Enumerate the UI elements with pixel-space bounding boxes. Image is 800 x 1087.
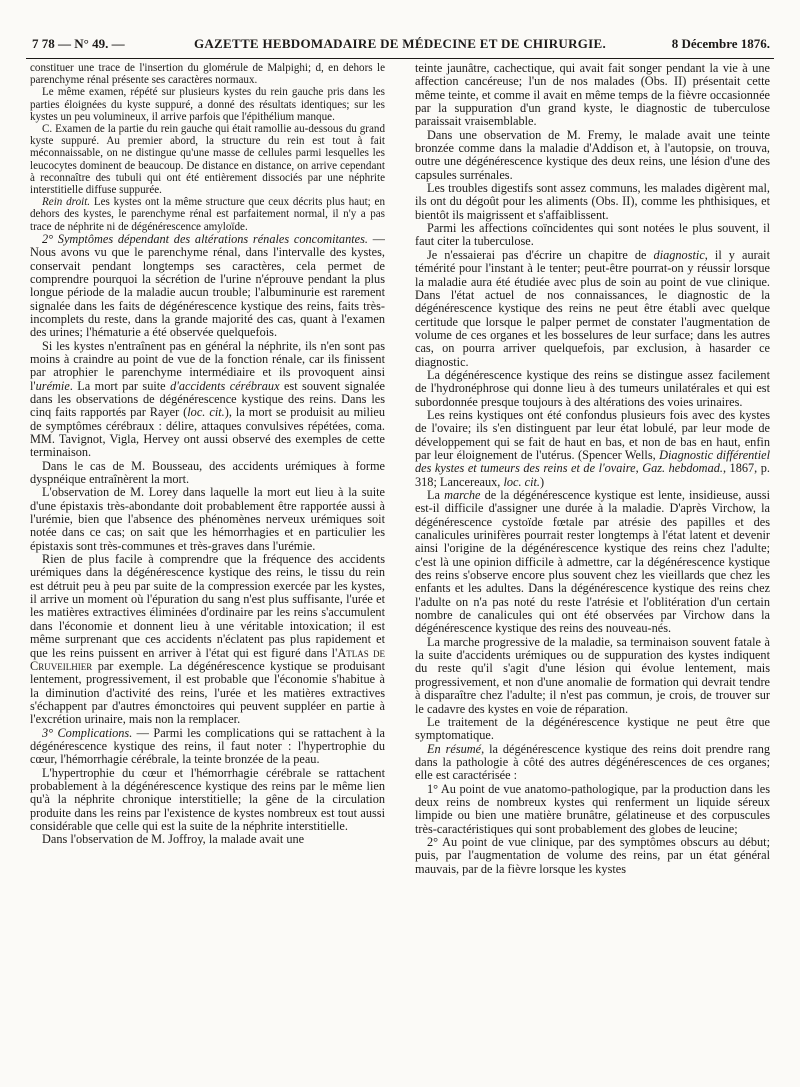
paragraph: La dégénérescence kystique des reins se distingue assez facilement de l'hydronéphrose qui donne lieu à des tumeurs unilatérales et qui est subordonnée presque toujours à des altérations des voies urinaires. bbox=[415, 367, 770, 409]
cited-work: Atlas de Cruveilhier bbox=[30, 645, 385, 673]
section-heading: 3° Complications. bbox=[42, 725, 133, 740]
paragraph: Dans le cas de M. Bousseau, des accidents urémiques à forme dyspnéique entraînèrent la mort. bbox=[30, 458, 385, 487]
emphasis: urémie bbox=[35, 378, 70, 393]
paragraph bbox=[415, 409, 770, 489]
paragraph-text: — Nous avons vu que le parenchyme rénal, dans l'intervalle des kystes, conservait pendant longtemps ses caractères, cela permet de comprendre pourquoi la sécrétion de l'urine n'éprouve pendant la plus longue période de la maladie aucun trouble; l'albuminurie est rarement signalée dans les faits de dégénérescence kystique des reins, faits très-incomplets du reste, dans la grande majorité des cas, quant à l'examen des urines; l'hématurie a été observée quelquefois. bbox=[30, 231, 385, 340]
left-column bbox=[30, 62, 385, 1074]
paragraph bbox=[30, 553, 385, 726]
emphasis: d'accidents cérébraux bbox=[170, 378, 280, 393]
emphasis: marche bbox=[444, 488, 481, 502]
paragraph: Dans l'observation de M. Joffroy, la malade avait une bbox=[42, 832, 305, 847]
paragraph-text: Je n'essaierai pas d'écrire un chapitre de bbox=[427, 247, 654, 262]
paragraph-text: Si les kystes n'entraînent pas en général la néphrite, ils n'en sont pas moins à craindre au point de vue de la fonction rénale, car ils finissent par atrophier le parenchyme intermédiaire et ils provoquent ainsi l' bbox=[30, 338, 385, 393]
paragraph bbox=[30, 196, 385, 233]
paragraph bbox=[30, 233, 385, 340]
cited-work: Diagnostic différentiel des kystes et tumeurs des reins et de l'ovaire, Gaz. hebdomad. bbox=[415, 447, 770, 476]
issue-date: 8 Décembre 1876. bbox=[671, 36, 770, 51]
paragraph: constituer une trace de l'insertion du glomérule de Malpighi; d, en dehors le parenchyme rénal présente ses caractères normaux. bbox=[30, 62, 385, 87]
paragraph-text: ), la mort se produisit au milieu de symptômes cérébraux : délire, attaques convulsives répétées, coma. MM. Tavignot, Vigla, Hervey ont aussi observé des exemples de cette terminaison. bbox=[30, 405, 385, 460]
paragraph: Dans une observation de M. Fremy, le malade avait une teinte bronzée comme dans la maladie d'Addison et, à l'autopsie, on trouva, outre une dégénérescence kystique des deux reins, une lésion d'une des capsules surrénales. bbox=[415, 127, 770, 182]
paragraph-text: . La mort par suite bbox=[69, 378, 171, 393]
paragraph: L'hypertrophie du cœur et l'hémorrhagie cérébrale se rattachent probablement à la dégénérescence kystique des reins par le même lien qu'à la néphrite chronique interstitielle; la gêne de la circulation produite dans les reins par l'existence de kystes nombreux est tout aussi considérable que celle qui est la suite de la néphrite interstitielle. bbox=[30, 765, 385, 833]
paragraph-text: , il y aurait témérité pour l'instant à le tenter; peut-être pourrat-on y réussir lorsque la maladie aura été étudiée avec plus de soin au point de vue clinique. Dans l'état actuel de nos connaissances, le diagnostic de la dégénérescence kystique des reins ne peut être établi avec quelque certitude que lorsque le palper permet de constater l'augmentation de volume de ces organes et les bosselures de leur surface; dans les autres cas, on pourra arriver quelquefois, par exclusion, à hasarder ce diagnostic. bbox=[415, 247, 770, 369]
paragraph-text: Rien de plus facile à comprendre que la fréquence des accidents urémiques dans la dégénérescence kystique des reins, le tissu du rein est détruit peu à peu par suite de la compression exercée par les kystes, il arrive un moment où l'épuration du sang n'est plus suffisante, l'urée et les matières extractives éliminées d'ordinaire par les reins s'accumulent dans l'économie et donnent lieu à une véritable intoxication; il est même surprenant que ces accidents n'éclatent pas plus rapidement et que les reins puissent en arriver à l'état qui est figuré dans l' bbox=[30, 552, 385, 660]
paragraph-text: Les reins kystiques ont été confondus plusieurs fois avec des kystes de l'ovaire; ils s'en distinguent par leur état lobulé, par leur mode de développement qui se fait de haut en bas, et non de bas en haut, enfin par leur éloignement de l'utérus. (Spencer Wells, bbox=[415, 407, 770, 462]
paragraph: 1° Au point de vue anatomo-pathologique, par la production dans les deux reins de nombreux kystes qui renferment un liquide séreux limpide ou bien une matière brunâtre, gélatineuse et des corpuscules très-caractéristiques qui sont probablement des globes de leucine; bbox=[415, 781, 770, 836]
section-lead: Rein droit. bbox=[42, 196, 91, 209]
paragraph bbox=[30, 727, 385, 767]
right-column bbox=[415, 62, 770, 1074]
paragraph bbox=[415, 249, 770, 369]
emphasis: En résumé bbox=[427, 741, 482, 756]
paragraph: Le même examen, répété sur plusieurs kystes du rein gauche pris dans les parties éloignées du kyste suppuré, a donné des résultats identiques; sur les kystes un peu volumineux, il arrive parfois que l'épithélium manque. bbox=[30, 86, 385, 123]
paragraph-text: — Parmi les complications qui se rattachent à la dégénérescence kystique des reins, il faut noter : l'hypertrophie du cœur, l'hémorrhagie cérébrale, la teinte bronzée de la peau. bbox=[30, 725, 385, 767]
paragraph-text: ) bbox=[539, 474, 545, 489]
paragraph bbox=[415, 489, 770, 636]
paragraph-text: , 1867, p. 318; Lancereaux, bbox=[415, 461, 770, 489]
paragraph-text: de la dégénérescence kystique est lente, insidieuse, aussi est-il difficile d'assigner une durée à la maladie. D'après Virchow, la dégénérescence cystoïde fœtale par atrésie des papilles et des canalicules urinifères pourrait rester longtemps à l'état latent et devenir ainsi l'origine de la dégénérescence kystique des reins chez l'adulte; c'est là une opinion difficile à admettre, car la dégénérescence kystique des reins s'observe encore plus souvent chez les vieillards que chez les enfants et les adultes. Dans la dégénérescence kystique des reins chez l'adulte on n'a pas noté du reste l'atrésie et l'oblitération d'un certain nombre de canalicules qui ont été observées par Virchow dans la dégénérescence kystique des reins des nouveau-nés. bbox=[415, 488, 770, 636]
paragraph: teinte jaunâtre, cachectique, qui avait fait songer pendant la vie à une affection cancéreuse; l'un de nos malades (Obs. II) présentait cette même teinte, et comme il avait en même temps de la fièvre occasionnée par la suppuration d'un grand kyste, le diagnostic de tuberculose paraissait vraisemblable. bbox=[415, 62, 770, 129]
emphasis: loc. cit. bbox=[503, 474, 540, 489]
page-number: 7 78 bbox=[32, 36, 55, 51]
paragraph: La marche progressive de la maladie, sa terminaison souvent fatale à la suite d'accidents urémiques ou de suppuration des kystes indiquent du reste qu'il s'agit d'une lésion qui évolue lentement, mais progressivement, et non d'une anomalie de formation qui devrait tendre à disparaître chez l'adulte; il n'est pas commun, je crois, de trouver sur le cadavre des kystes en voie de réparation. bbox=[415, 634, 770, 716]
issue-number: — N° 49. — bbox=[58, 36, 125, 51]
paragraph: Parmi les affections coïncidentes qui sont notées le plus souvent, il faut citer la tuberculose. bbox=[415, 221, 770, 249]
paragraph: L'observation de M. Lorey dans laquelle la mort eut lieu à la suite d'une épistaxis très-abondante doit probablement être rapportée aussi à l'urémie, bien que l'absence des phénomènes nerveux urémiques soit notée dans ce cas; on sait que les hémorrhagies et en particulier les épistaxis sont très-communes et très-graves dans l'urémie. bbox=[30, 485, 385, 553]
running-header bbox=[26, 34, 774, 59]
paragraph: C. Examen de la partie du rein gauche qui était ramollie au-dessous du grand kyste suppuré. Au premier abord, la structure du rein est tout à fait méconnaissable, on ne distingue qu'une masse de cellules parmi lesquelles les leucocytes dominent de beaucoup. De distance en distance, on arrive cependant à reconnaître des tubuli qui ont été entièrement dissociés par une néphrite interstitielle diffuse suppurée. bbox=[30, 123, 385, 197]
paragraph: 2° Au point de vue clinique, par des symptômes obscurs au début; puis, par l'augmentation de volume des reins, par un état général mauvais, par de la fièvre lorsque les kystes bbox=[415, 834, 770, 876]
paragraph-text: Les kystes ont la même structure que ceux décrits plus haut; en dehors des kystes, le parenchyme rénal est parfaitement normal, il n'y a pas trace de néphrite ni de dégénérescence amyloïde. bbox=[30, 196, 385, 233]
paragraph-text: est souvent signalée dans les observations de dégénérescence kystique des reins. Dans les cinq faits rapportés par Rayer ( bbox=[30, 378, 385, 420]
journal-title: GAZETTE HEBDOMADAIRE DE MÉDECINE ET DE CHIRURGIE. bbox=[193, 36, 607, 51]
paragraph bbox=[415, 743, 770, 783]
paragraph-text: La bbox=[427, 488, 445, 502]
paragraph: Les troubles digestifs sont assez communs, les malades digèrent mal, ils ont du dégoût pour les aliments (Obs. II), comme les phthisiques, et bientôt ils maigrissent et s'affaiblissent. bbox=[415, 181, 770, 222]
emphasis: diagnostic bbox=[653, 247, 705, 262]
paragraph-text: par exemple. La dégénérescence kystique se produisant lentement, progressivement, il est probable que l'économie s'habitue à la diminution d'activité des reins, l'urée et les matières extractives s'échappent par d'autres émonctoires qui peuvent suppléer en partie à l'excrétion urinaire, mais non la remplacer. bbox=[30, 658, 385, 727]
section-heading: 2° Symptômes dépendant des altérations rénales concomitantes. bbox=[42, 231, 368, 246]
paragraph: Le traitement de la dégénérescence kystique ne peut être que symptomatique. bbox=[415, 714, 770, 743]
paragraph-text: , la dégénérescence kystique des reins doit prendre rang dans la pathologie à côté des autres dégénérescences de ces organes; elle est caractérisée : bbox=[415, 741, 770, 783]
paragraph bbox=[30, 340, 385, 460]
emphasis: loc. cit. bbox=[187, 405, 225, 420]
